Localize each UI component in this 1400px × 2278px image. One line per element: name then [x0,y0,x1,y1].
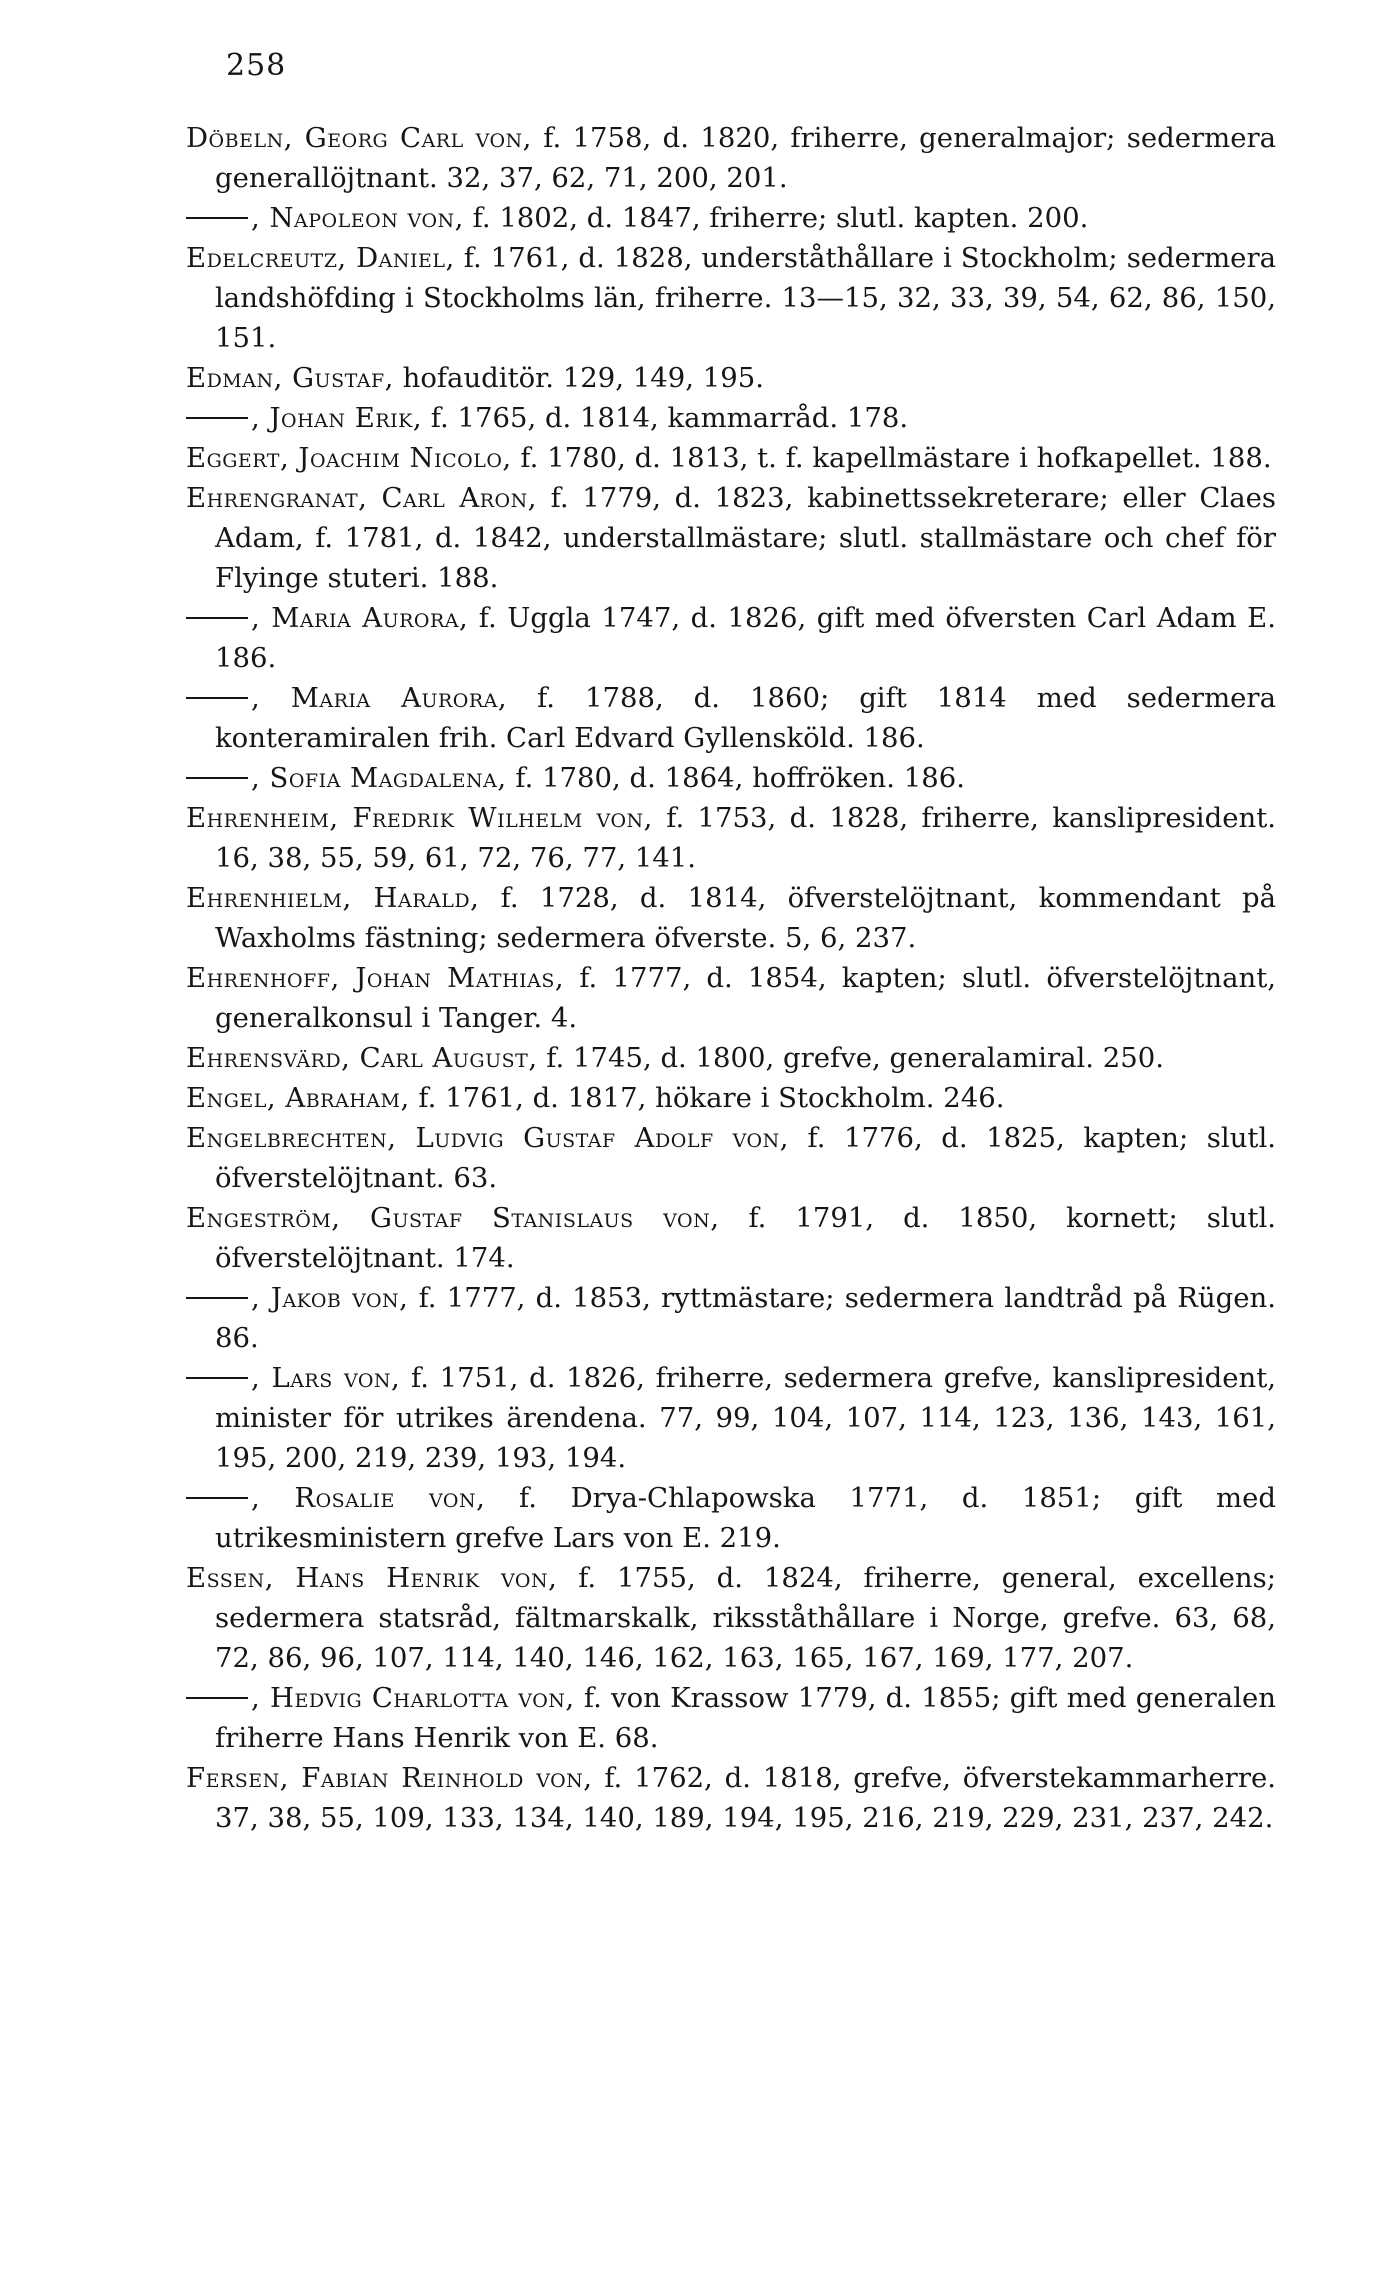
entry-text: f. 1777, d. 1854, kapten; slutl. öfverstelöjtnant, generalkonsul i Tanger. 4. [215,962,1276,1034]
index-entry [186,1118,1276,1198]
entry-text: f. 1780, d. 1864, hoffröken. 186. [506,762,965,794]
index-entry [186,1478,1276,1558]
entry-name: , Jakob von, [251,1282,409,1314]
index-entry [186,198,1276,238]
entry-text: f. 1791, d. 1850, kornett; slutl. öfverstelöjtnant. 174. [215,1202,1276,1274]
index-entry [186,878,1276,958]
index-entry [186,798,1276,878]
entry-text: f. 1777, d. 1853, ryttmästare; sedermera landtråd på Rügen. 86. [215,1282,1276,1354]
index-entry [186,1278,1276,1358]
entry-name: Ehrenheim, Fredrik Wilhelm von, [186,802,653,834]
entry-name: Eggert, Joachim Nicolo, [186,442,512,474]
index-entry [186,678,1276,758]
entry-name: , Lars von, [251,1362,401,1394]
entry-text: f. 1788, d. 1860; gift 1814 med sedermera konteramiralen frih. Carl Edvard Gyllensköld. 186. [215,682,1276,754]
index-entry [186,478,1276,598]
entry-name: Engel, Abraham, [186,1082,410,1114]
entry-text: f. 1762, d. 1818, grefve, öfverstekammarherre. 37, 38, 55, 109, 133, 134, 140, 189, 194, 195, 216, 219, 229, 231, 237, 242. [215,1762,1276,1834]
entry-text: f. von Krassow 1779, d. 1855; gift med generalen friherre Hans Henrik von E. 68. [215,1682,1276,1754]
entry-text: f. 1802, d. 1847, friherre; slutl. kapten. 200. [463,202,1089,234]
index-entry [186,1558,1276,1678]
entry-name: Fersen, Fabian Reinhold von, [186,1762,593,1794]
entry-text: f. 1761, d. 1828, underståthållare i Stockholm; sedermera landshöfding i Stockholms län, friherre. 13—15, 32, 33, 39, 54, 62, 86, 150, 151. [215,242,1276,354]
ditto-dash [186,1697,248,1699]
entry-text: f. 1728, d. 1814, öfverstelöjtnant, kommendant på Waxholms fästning; sedermera öfverste. 5, 6, 237. [215,882,1277,954]
entry-text: f. 1780, d. 1813, t. f. kapellmästare i hofkapellet. 188. [511,442,1272,474]
index-entry [186,358,1276,398]
entry-name: , Maria Aurora, [251,682,508,714]
index-entry [186,758,1276,798]
entry-name: Ehrenhielm, Harald, [186,882,480,914]
index-entry [186,1358,1276,1478]
entry-name: Engeström, Gustaf Stanislaus von, [186,1202,720,1234]
ditto-dash [186,217,248,219]
entry-text: f. Dryа-Chlapowska 1771, d. 1851; gift med utrikesministern grefve Lars von E. 219. [215,1482,1276,1554]
entry-name: Engelbrechten, Ludvig Gustaf Adolf von, [186,1122,789,1154]
entry-text: f. 1761, d. 1817, hökare i Stockholm. 246. [409,1082,1005,1114]
ditto-dash [186,1497,248,1499]
index-entry [186,958,1276,1038]
ditto-dash [186,617,248,619]
entry-name: Edelcreutz, Daniel, [186,242,455,274]
index-entry [186,238,1276,358]
entry-text: f. 1755, d. 1824, friherre, general, excellens; sedermera statsråd, fältmarskalk, riksståthållare i Norge, grefve. 63, 68, 72, 86, 96, 107, 114, 140, 146, 162, 163, 165, 167, 169, 177, 207. [215,1562,1276,1674]
entry-text: f. 1745, d. 1800, grefve, generalamiral. 250. [537,1042,1165,1074]
index-entry [186,398,1276,438]
index-entry [186,598,1276,678]
entry-name: Ehrengranat, Carl Aron, [186,482,537,514]
entry-name: , Hedvig Charlotta von, [251,1682,575,1714]
entry-name: , Rosalie von, [251,1482,486,1514]
ditto-dash [186,777,248,779]
entry-name: Edman, Gustaf, [186,362,394,394]
entry-text: f. 1751, d. 1826, friherre, sedermera grefve, kanslipresident, minister för utrikes ärendena. 77, 99, 104, 107, 114, 123, 136, 143, 161, 195, 200, 219, 239, 193, 194. [215,1362,1277,1474]
index-entry [186,1038,1276,1078]
entry-text: f. Uggla 1747, d. 1826, gift med öfversten Carl Adam E. 186. [215,602,1276,674]
entry-name: , Sofia Magdalena, [251,762,507,794]
ditto-dash [186,1377,248,1379]
entry-name: , Maria Aurora, [251,602,469,634]
entry-text: f. 1758, d. 1820, friherre, generalmajor; sedermera generallöjtnant. 32, 37, 62, 71, 200, 201. [215,122,1277,194]
index-entry [186,1758,1276,1838]
entry-name: , Napoleon von, [251,202,464,234]
ditto-dash [186,697,248,699]
ditto-dash [186,417,248,419]
entry-text: f. 1765, d. 1814, kammarråd. 178. [422,402,909,434]
entry-text: hofauditör. 129, 149, 195. [393,362,764,394]
entry-name: , Johan Erik, [251,402,423,434]
index-entry [186,1678,1276,1758]
ditto-dash [186,1297,248,1299]
index-entry [186,118,1276,198]
index-entry [186,1198,1276,1278]
entry-name: Döbeln, Georg Carl von, [186,122,532,154]
entry-text: f. 1753, d. 1828, friherre, kanslipresident. 16, 38, 55, 59, 61, 72, 76, 77, 141. [215,802,1276,874]
entry-name: Ehrenhoff, Johan Mathias, [186,962,565,994]
entry-text: f. 1776, d. 1825, kapten; slutl. öfverstelöjtnant. 63. [215,1122,1276,1194]
entry-name: Essen, Hans Henrik von, [186,1562,558,1594]
entry-text: f. 1779, d. 1823, kabinettssekreterare; eller Claes Adam, f. 1781, d. 1842, understallmästare; slutl. stallmästare och chef för Flyinge stuteri. 188. [215,482,1276,594]
entry-name: Ehrensvärd, Carl August, [186,1042,538,1074]
index-entry [186,438,1276,478]
index-entries [186,118,1276,1838]
page-number: 258 [226,48,287,83]
index-entry [186,1078,1276,1118]
